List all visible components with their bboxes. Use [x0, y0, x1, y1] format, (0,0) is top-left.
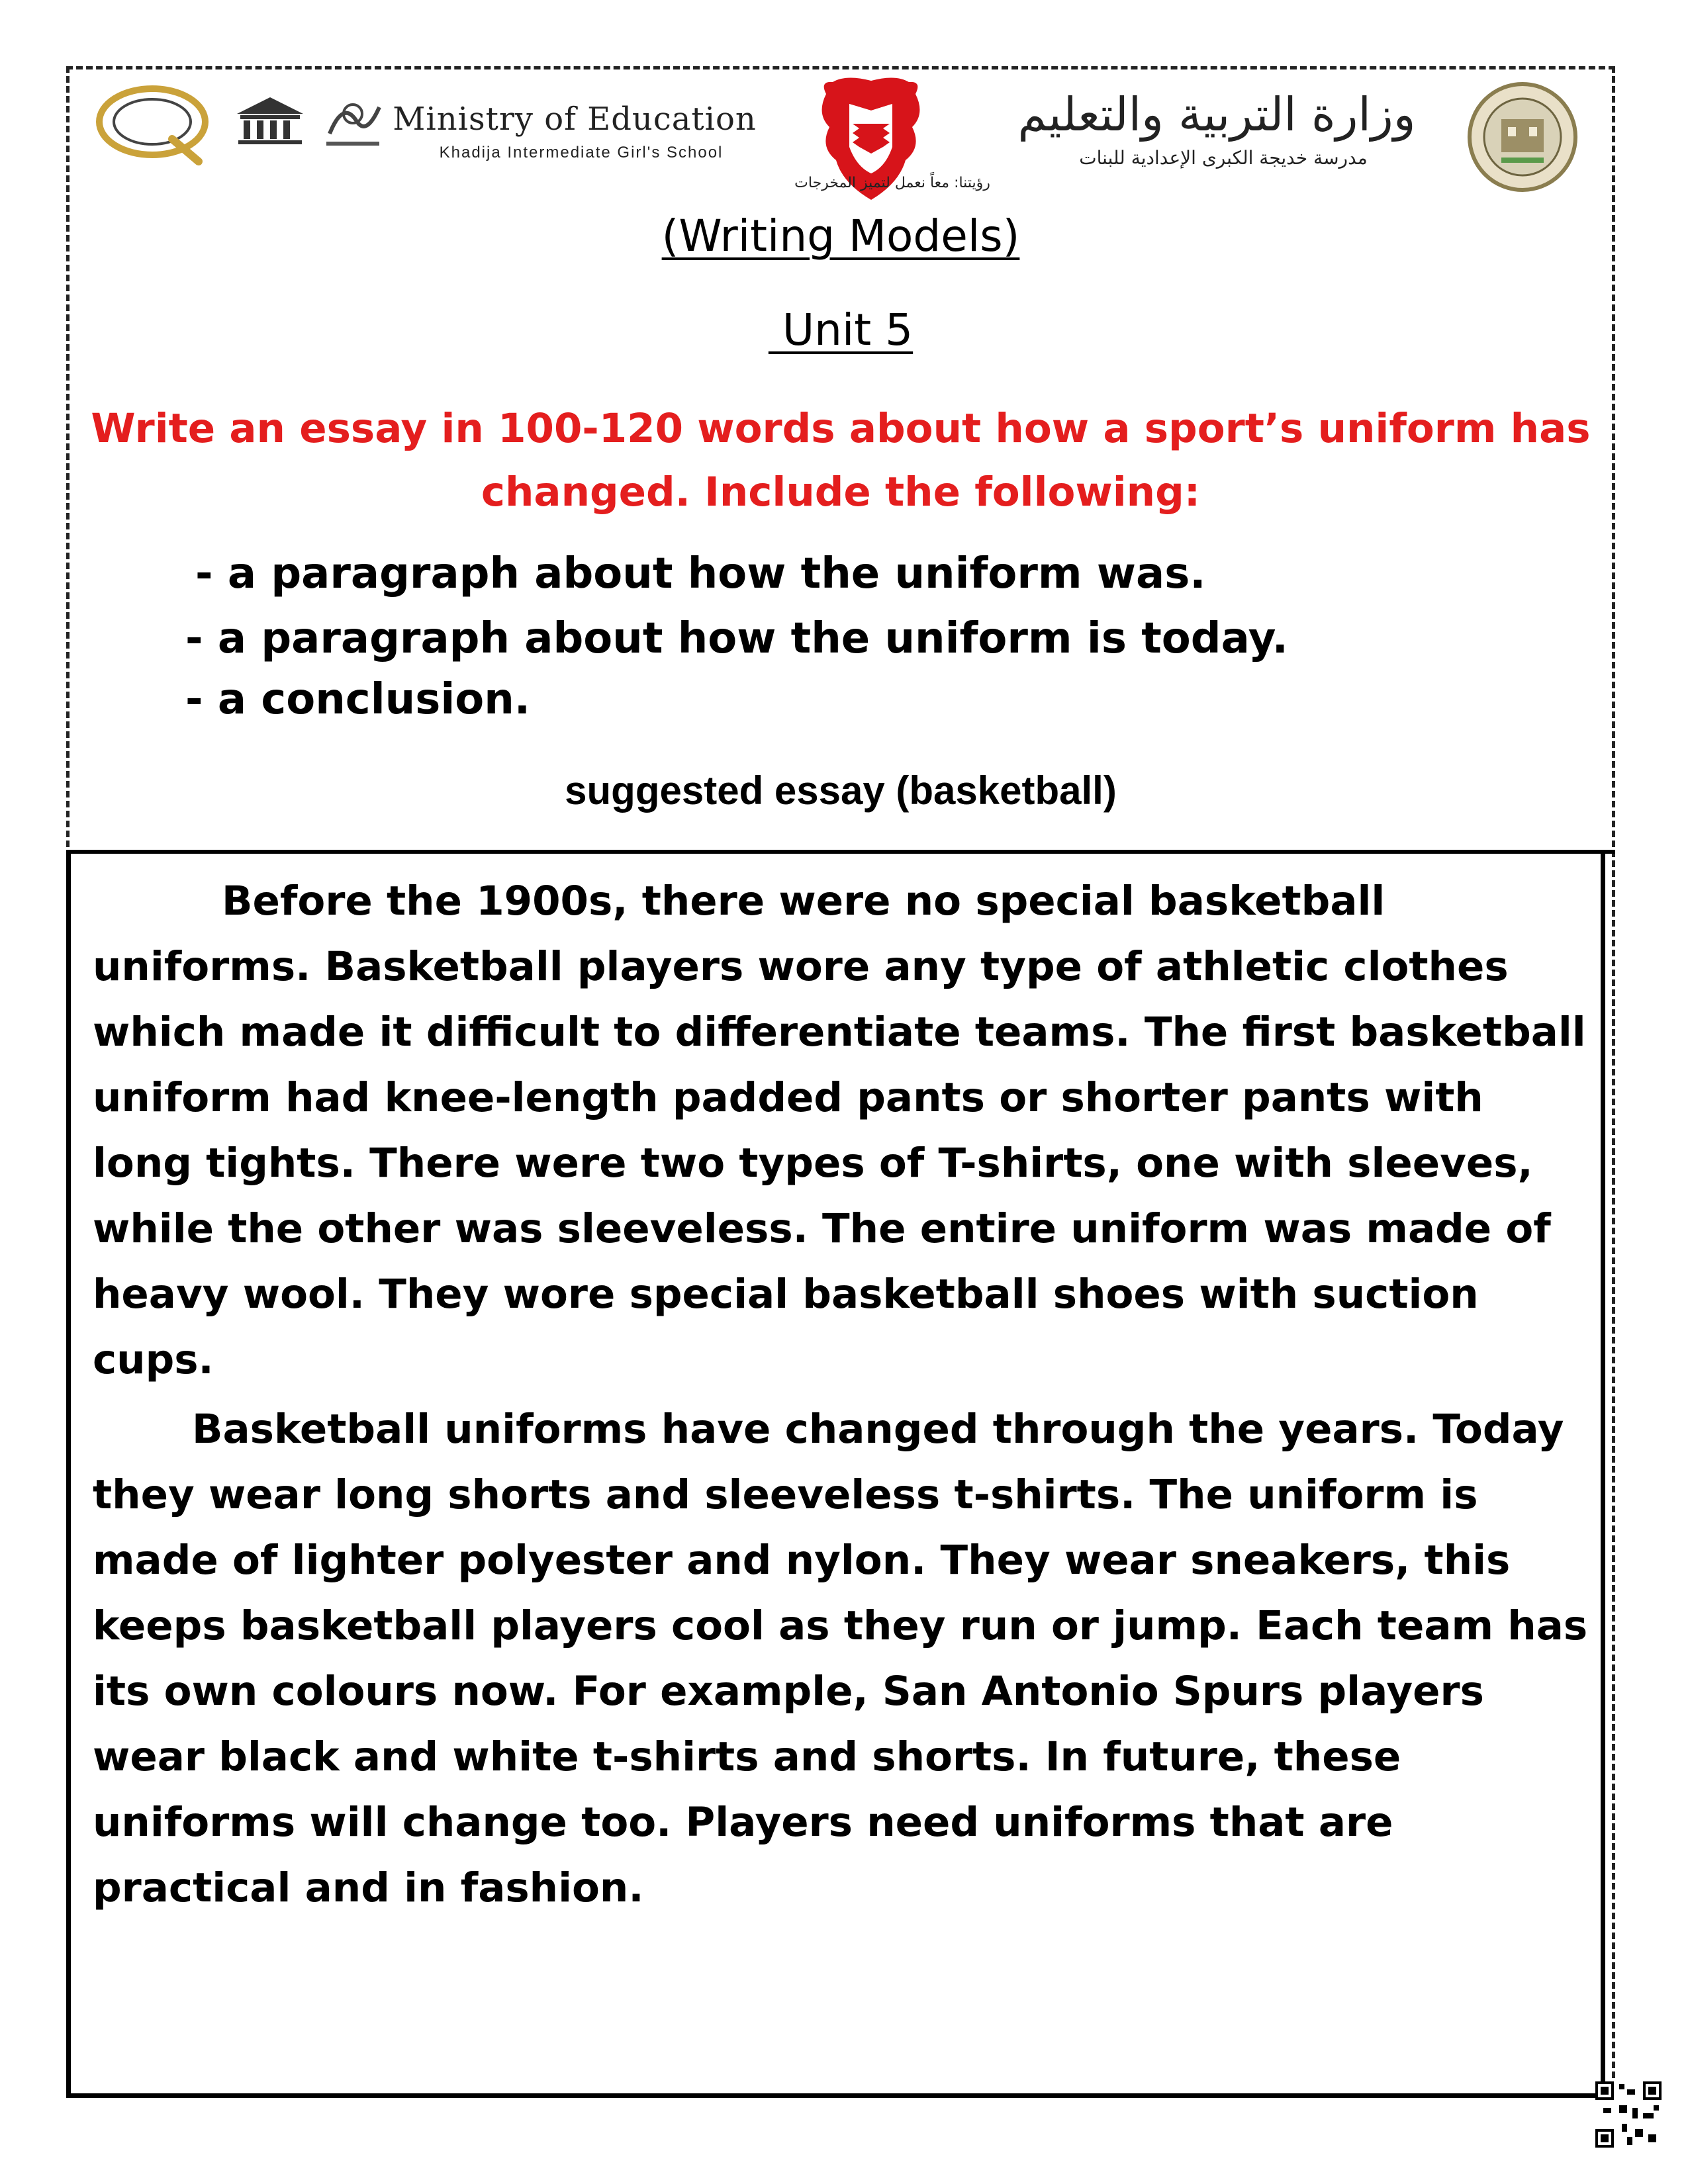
unesco-logo-icon [230, 94, 310, 147]
header-banner [85, 74, 1601, 206]
quality-q-logo-icon [93, 81, 212, 167]
ministry-name-en: Ministry of Education [393, 101, 757, 138]
suggested-essay-heading: suggested essay (basketball) [565, 768, 1117, 813]
school-vision-ar: رؤيتنا: معاً نعمل لتميز المخرجات [794, 175, 990, 191]
requirement-item: - a paragraph about how the uniform was. [195, 549, 1206, 598]
ministry-name-ar: وزارة التربية والتعليم [1017, 87, 1416, 142]
requirement-item: - a conclusion. [185, 675, 531, 724]
qr-code-icon [1595, 2081, 1662, 2148]
requirement-item: - a paragraph about how the uniform is today. [185, 614, 1288, 663]
essay-prompt: Write an essay in 100-120 words about how a sport’s uniform has changed. Include the following: [91, 405, 1591, 516]
page-title: (Writing Models) [661, 210, 1020, 261]
school-name-ar: مدرسة خديجة الكبرى الإعدادية للبنات [1079, 147, 1368, 169]
school-name-en: Khadija Intermediate Girl's School [439, 144, 724, 161]
school-seal-icon [1465, 79, 1581, 195]
unit-heading: Unit 5 [768, 304, 914, 355]
essay-paragraph-today: Basketball uniforms have changed through the years. Today they wear long shorts and sleeveless t-shirts. The uniform is made of lighter polyester and nylon. They wear sneakers, this keeps basketball players cool as they run or jump. Each team has its own colours now. For example, San Antonio Spurs players wear black and white t-shirts and shorts. In future, these uniforms will change too. Players need uniforms that are practical and in fashion. [93, 1406, 1588, 1911]
essay-paragraph-past: Before the 1900s, there were no special basketball uniforms. Basketball players wore any type of athletic clothes which made it difficult to differentiate teams. The first basketball uniform had knee-length padded pants or shorter pants with long tights. There were two types of T-shirts, one with sleeves, while the other was sleeveless. The entire uniform was made of heavy wool. They wore special basketball shoes with suction cups. [93, 878, 1586, 1383]
